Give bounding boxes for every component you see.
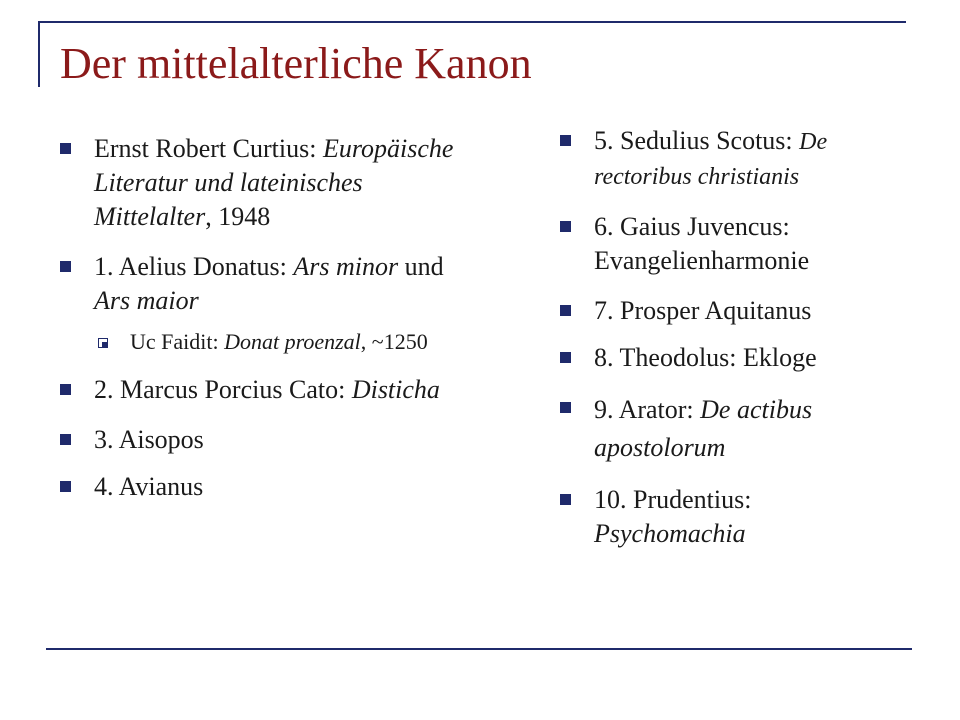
item-text: 1. Aelius Donatus: [94, 252, 294, 281]
item-text: 5. Sedulius Scotus: [594, 126, 800, 155]
sub-item-faidit [60, 327, 480, 357]
list-item-theodolus [560, 341, 905, 375]
item-title: Disticha [351, 375, 440, 404]
item-text: Uc Faidit: [130, 329, 225, 354]
item-text: 9. Arator: [594, 395, 701, 424]
list-item-juvencus [560, 210, 905, 278]
item-title: Ars maior [94, 286, 199, 315]
item-text: 6. Gaius Juvencus: Evangelienharmonie [594, 212, 810, 275]
item-year: , 1948 [205, 202, 271, 231]
item-text: 10. Prudentius: [594, 485, 752, 514]
square-bullet-icon [560, 352, 571, 363]
item-text: und [398, 252, 444, 281]
hollow-square-bullet-icon [98, 338, 108, 348]
list-item-aisopos [60, 423, 480, 457]
list-item-prudentius [560, 483, 905, 551]
top-rule [38, 21, 906, 23]
list-item-prosper [560, 294, 905, 328]
right-column-list [560, 124, 905, 567]
square-bullet-icon [60, 261, 71, 272]
item-title: Ars minor [293, 252, 399, 281]
square-bullet-icon [60, 384, 71, 395]
list-item-donatus [60, 250, 480, 318]
item-text: 4. Avianus [94, 472, 204, 501]
item-text: 2. Marcus Porcius Cato: [94, 375, 352, 404]
left-column-list [60, 132, 480, 520]
item-title: Europäische Literatur und lateinisches Mittelalter [94, 134, 454, 231]
square-bullet-icon [560, 402, 571, 413]
square-bullet-icon [560, 135, 571, 146]
item-year: , ~1250 [360, 329, 428, 354]
item-title: Psychomachia [594, 519, 746, 548]
item-text: 8. Theodolus: Ekloge [594, 343, 817, 372]
square-bullet-icon [560, 494, 571, 505]
list-item-avianus [60, 470, 480, 504]
item-text: Ernst Robert Curtius: [94, 134, 323, 163]
list-item-cato [60, 373, 480, 407]
item-text: 3. Aisopos [94, 425, 204, 454]
item-text: 7. Prosper Aquitanus [594, 296, 812, 325]
left-rule [38, 21, 40, 87]
item-title: De rectoribus christianis [594, 129, 828, 190]
item-title: De actibus apostolorum [594, 395, 813, 462]
list-item-arator [560, 391, 905, 467]
square-bullet-icon [60, 481, 71, 492]
slide-title: Der mittelalterliche Kanon [60, 39, 532, 88]
list-item-sedulius [560, 124, 905, 194]
bottom-rule [46, 648, 912, 650]
square-bullet-icon [560, 305, 571, 316]
square-bullet-icon [560, 221, 571, 232]
square-bullet-icon [60, 434, 71, 445]
item-title: Donat proenzal [224, 329, 361, 354]
square-bullet-icon [60, 143, 71, 154]
list-item-curtius [60, 132, 480, 234]
